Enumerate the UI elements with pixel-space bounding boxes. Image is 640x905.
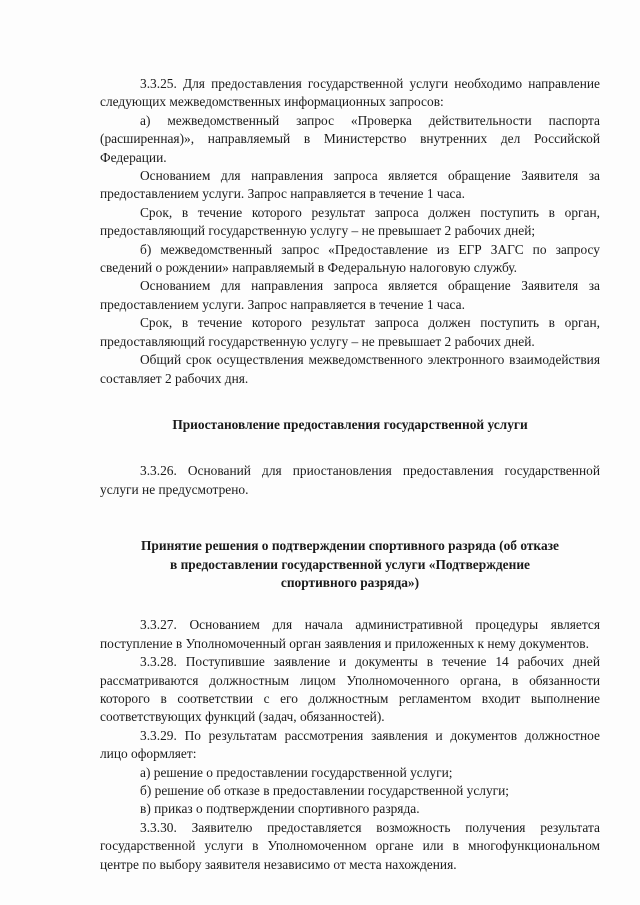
paragraph-request-basis-1: Основанием для направления запроса является обращение Заявителя за предоставлением услуги. Запрос направляется в течение 1 часа. — [100, 168, 600, 202]
paragraph-request-basis-2: Основанием для направления запроса является обращение Заявителя за предоставлением услуги. Запрос направляется в течение 1 часа. — [100, 278, 600, 312]
paragraph-3-3-26: 3.3.26. Оснований для приостановления предоставления государственной услуги не предусмотрено. — [100, 463, 600, 497]
paragraph-3-3-28: 3.3.28. Поступившие заявление и документы в течение 14 рабочих дней рассматриваются должностным лицом Уполномоченного органа, в обязанности которого в соответствии с его должностным регламентом входит выполнение соответствующих функций (задач, обязанностей). — [100, 654, 600, 725]
paragraph-3-3-25: 3.3.25. Для предоставления государственной услуги необходимо направление следующих межведомственных информационных запросов: — [100, 76, 600, 110]
paragraph-zags-request: б) межведомственный запрос «Предоставление из ЕГР ЗАГС по запросу сведений о рождении» направляемый в Федеральную налоговую службу. — [100, 241, 600, 276]
paragraph-request-deadline-2: Срок, в течение которого результат запроса должен поступить в орган, предоставляющий государственную услугу – не превышает 2 рабочих дней. — [100, 315, 600, 349]
list-item-b: б) решение об отказе в предоставлении государственной услуги; — [140, 783, 510, 798]
list-item-c: в) приказ о подтверждении спортивного разряда. — [140, 801, 420, 817]
paragraph-3-3-27: 3.3.27. Основанием для начала административной процедуры является поступление в Уполномоченный орган заявления и приложенных к нему документов. — [100, 617, 600, 651]
document-body — [100, 75, 600, 874]
heading-suspension: Приостановление предоставления государственной услуги — [172, 416, 528, 432]
list-item-a: а) решение о предоставлении государственной услуги; — [140, 764, 453, 780]
paragraph-total-term: Общий срок осуществления межведомственного электронного взаимодействия составляет 2 рабочих дня. — [100, 352, 600, 386]
paragraph-request-deadline-1: Срок, в течение которого результат запроса должен поступить в орган, предоставляющий государственную услугу – не превышает 2 рабочих дней; — [100, 204, 600, 239]
heading-decision: Принятие решения о подтверждении спортивного разряда (об отказе в предоставлении государственной услуги «Подтверждение спортивного разряда») — [141, 538, 559, 590]
paragraph-3-3-30: 3.3.30. Заявителю предоставляется возможность получения результата государственной услуги в Уполномоченном органе или в многофункциональном центре по выбору заявителя независимо от места нахождения. — [100, 819, 600, 872]
paragraph-passport-request: а) межведомственный запрос «Проверка действительности паспорта (расширенная)», направляемый в Министерство внутренних дел Российской Федерации. — [100, 112, 600, 165]
paragraph-3-3-29: 3.3.29. По результатам рассмотрения заявления и документов должностное лицо оформляет: — [100, 727, 600, 762]
